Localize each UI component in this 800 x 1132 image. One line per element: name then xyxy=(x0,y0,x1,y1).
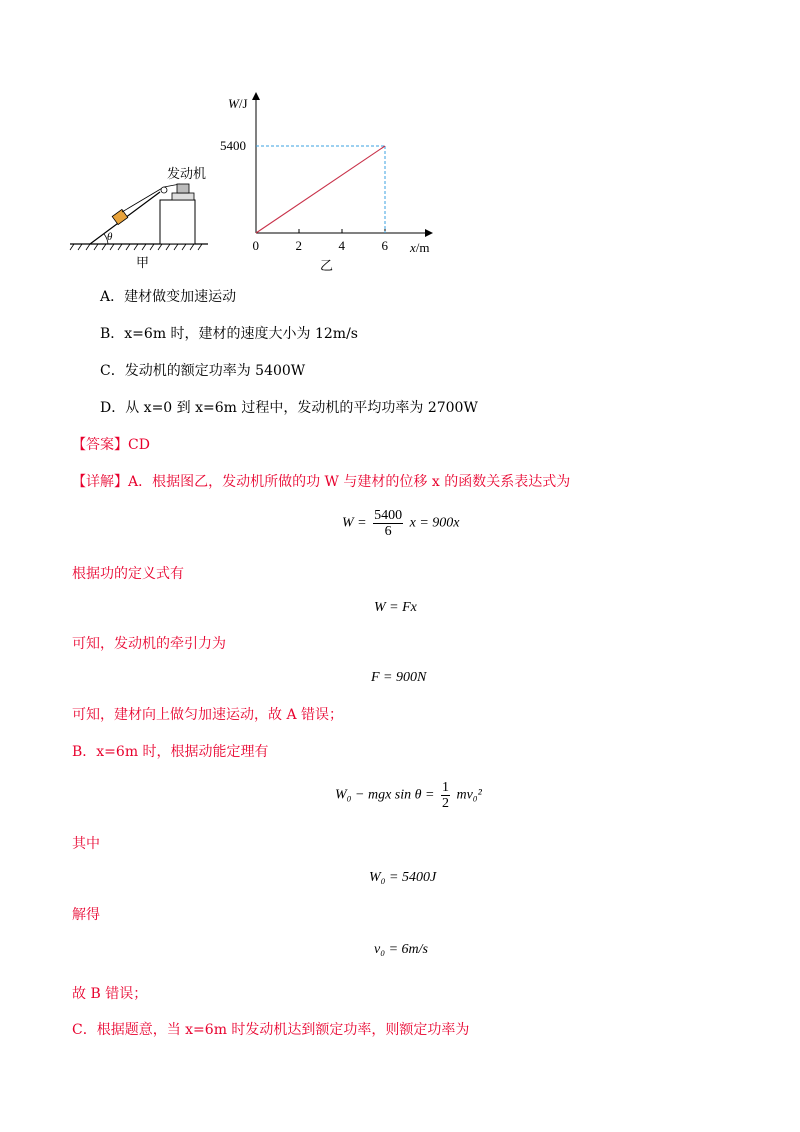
equation-5: W₀ = 5400J xyxy=(369,870,437,885)
eq4-rhs: mv₀² xyxy=(456,787,482,803)
detail-line-8: 故 B 错误； xyxy=(72,986,148,1002)
detail-line-6: 其中 xyxy=(72,836,100,852)
detail-line-5: B．x=6m 时，根据动能定理有 xyxy=(72,744,269,760)
eq1-rhs: x = 900x xyxy=(409,515,460,531)
x-tick-label: 6 xyxy=(381,238,388,253)
option-c: C．发动机的额定功率为 5400W xyxy=(100,363,306,379)
x-axis-label: x/m xyxy=(410,240,430,255)
detail-line-9: C．根据题意，当 x=6m 时发动机达到额定功率，则额定功率为 xyxy=(72,1022,470,1038)
figure-jia-caption: 甲 xyxy=(136,255,150,270)
y-axis-label: W/J xyxy=(228,96,248,111)
detail-line-1 xyxy=(72,473,570,491)
equation-1 xyxy=(342,508,459,539)
eq4-den: 2 xyxy=(441,796,449,811)
detail-line-7: 解得 xyxy=(72,907,100,923)
eq1-den: 6 xyxy=(384,524,392,539)
detail-text-1: A．根据图乙，发动机所做的功 W 与建材的位移 x 的函数关系表达式为 xyxy=(128,474,571,490)
equation-2: W = Fx xyxy=(374,600,417,615)
building-material xyxy=(112,209,128,224)
equation-3: F = 900N xyxy=(371,670,427,685)
engine-base xyxy=(172,193,194,200)
detail-line-2: 根据功的定义式有 xyxy=(72,566,184,582)
figure-yi-chart xyxy=(220,88,460,273)
support-block xyxy=(160,200,195,244)
option-b: B．x=6m 时，建材的速度大小为 12m/s xyxy=(100,326,358,342)
answer-label: 【答案】 xyxy=(72,437,128,453)
eq1-fraction xyxy=(373,508,403,539)
cable xyxy=(122,187,164,212)
x-tick-label: 0 xyxy=(252,238,259,253)
y-tick-label: 5400 xyxy=(220,138,246,153)
eq4-fraction xyxy=(441,780,450,811)
eq4-lhs: W₀ − mgx sin θ = xyxy=(335,787,435,803)
x-axis-arrow xyxy=(425,229,433,237)
y-axis-arrow xyxy=(252,92,260,100)
eq1-num: 5400 xyxy=(374,508,403,523)
detail-line-4: 可知，建材向上做匀加速运动，故 A 错误； xyxy=(72,707,344,723)
pulley xyxy=(161,187,167,193)
ground-hatch xyxy=(70,244,202,250)
eq4-num: 1 xyxy=(441,780,449,795)
angle-label: θ xyxy=(107,231,113,243)
detail-line-3: 可知，发动机的牵引力为 xyxy=(72,636,226,652)
eq1-lhs: W = xyxy=(342,515,367,531)
x-tick-label: 4 xyxy=(338,238,345,253)
x-tick-label: 2 xyxy=(295,238,302,253)
series-line-W xyxy=(256,146,385,233)
option-d: D．从 x=0 到 x=6m 过程中，发动机的平均功率为 2700W xyxy=(100,400,478,416)
answer-line xyxy=(72,436,150,454)
engine-body xyxy=(177,184,189,193)
engine-label: 发动机 xyxy=(167,166,207,181)
equation-4 xyxy=(335,780,482,811)
answer-value: CD xyxy=(128,437,150,453)
figure-yi-caption: 乙 xyxy=(320,258,334,273)
figure-jia xyxy=(60,160,220,270)
equation-6: v₀ = 6m/s xyxy=(374,942,428,957)
option-a: A．建材做变加速运动 xyxy=(100,289,237,305)
detail-label: 【详解】 xyxy=(72,474,128,490)
